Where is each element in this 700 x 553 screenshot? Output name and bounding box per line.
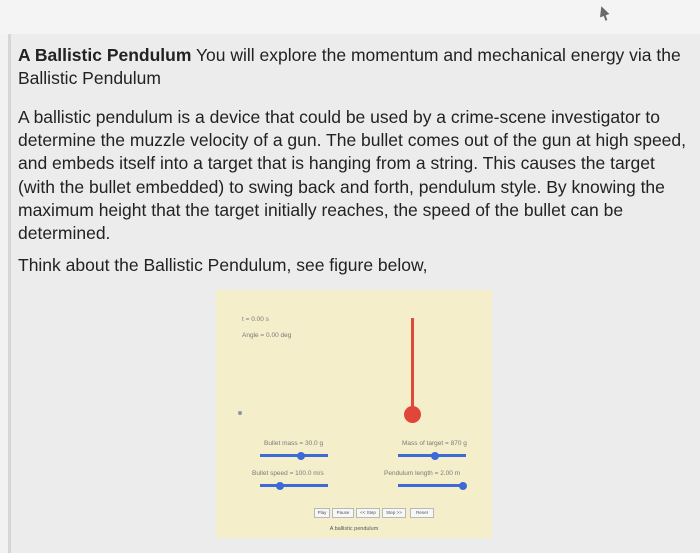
pendulum-target-bob [404, 406, 421, 423]
para-line: (with the bullet embedded) to swing back and forth, pendulum style. By knowing the [18, 176, 665, 197]
pause-button[interactable]: Pause [332, 508, 354, 518]
bullet-mass-slider-knob[interactable] [297, 452, 305, 460]
description-paragraph [18, 106, 698, 245]
pendulum-string [411, 318, 414, 410]
para-line: determine the muzzle velocity of a gun. The bullet comes out of the gun at high speed, [18, 130, 686, 151]
step-forward-button[interactable]: Step >> [382, 508, 406, 518]
angle-readout: Angle = 0.00 deg [242, 332, 292, 339]
intro-heading [18, 44, 698, 90]
think-prompt: Think about the Ballistic Pendulum, see figure below, [18, 255, 428, 275]
step-back-button[interactable]: << Step [356, 508, 380, 518]
bullet-speed-slider-knob[interactable] [276, 482, 284, 490]
time-readout: t = 0.00 s [242, 316, 269, 323]
heading-bold: A Ballistic Pendulum [18, 45, 192, 65]
heading-rest-line1: You will explore the momentum and mechanical energy via the [191, 45, 681, 65]
pendulum-length-slider-knob[interactable] [459, 482, 467, 490]
pendulum-length-label: Pendulum length = 2.00 m [384, 470, 461, 477]
bullet-mass-label: Bullet mass = 30.0 g [264, 440, 324, 447]
target-mass-slider-knob[interactable] [431, 452, 439, 460]
para-line: and embeds itself into a target that is hanging from a string. This causes the target [18, 153, 655, 174]
reset-button[interactable]: Reset [410, 508, 434, 518]
target-mass-label: Mass of target = 870 g [402, 440, 467, 447]
mouse-cursor-icon [597, 5, 610, 18]
pendulum-simulation [216, 290, 492, 538]
bullet-speed-slider[interactable] [260, 484, 328, 487]
bullet-mass-slider[interactable] [260, 454, 328, 457]
bullet-speed-label: Bullet speed = 100.0 m/s [252, 470, 324, 477]
play-button[interactable]: Play [314, 508, 330, 518]
para-line: determined. [18, 223, 111, 244]
para-line: maximum height that the target initially reaches, the speed of the bullet can be [18, 199, 624, 220]
para-line: A ballistic pendulum is a device that could be used by a crime-scene investigator to [18, 107, 661, 127]
target-mass-slider[interactable] [398, 454, 466, 457]
figure-caption: A ballistic pendulum [329, 526, 379, 532]
heading-rest-line2: Ballistic Pendulum [18, 68, 161, 88]
browser-top-area [0, 0, 700, 34]
bullet-dot [238, 411, 242, 415]
document-page [8, 34, 700, 553]
pendulum-length-slider[interactable] [398, 484, 466, 487]
